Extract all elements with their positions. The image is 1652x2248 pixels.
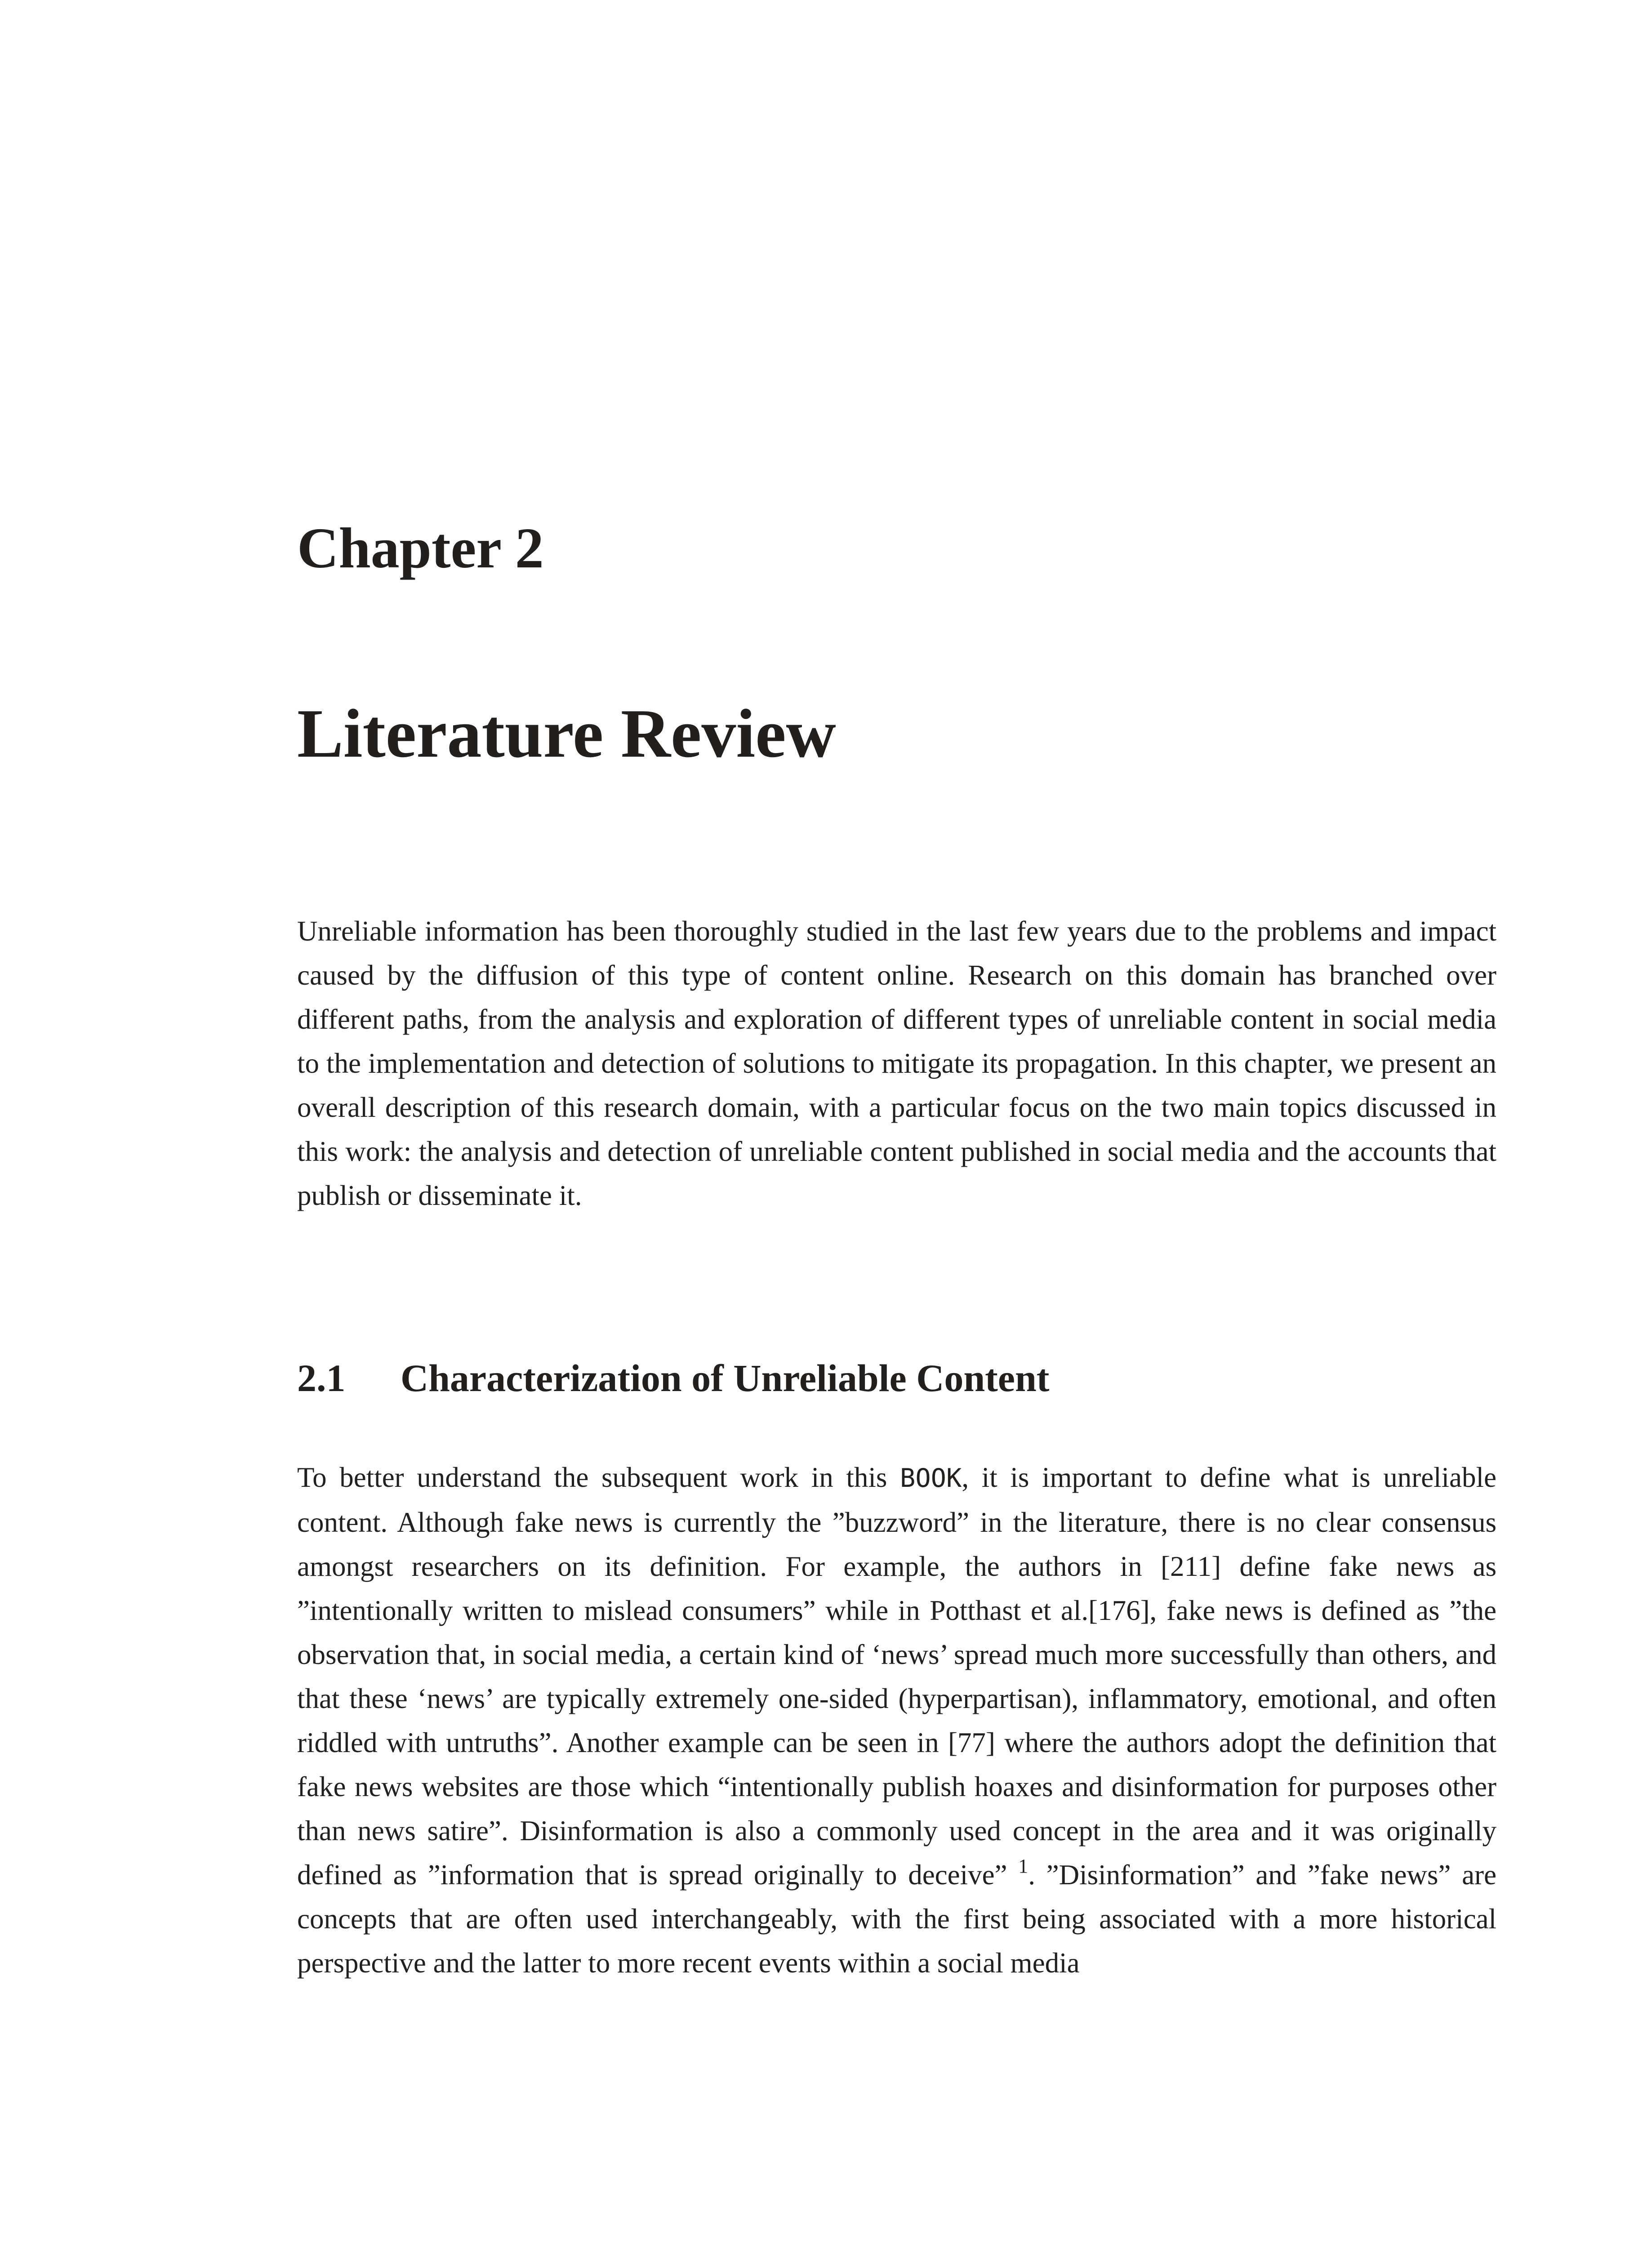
- section-number: 2.1: [297, 1356, 346, 1400]
- chapter-label: Chapter 2: [297, 516, 544, 580]
- footnote-marker[interactable]: 1: [1018, 1855, 1029, 1877]
- book-keyword: BOOK: [900, 1463, 962, 1493]
- section-heading: [297, 1356, 1050, 1400]
- paragraph-text-part-3: . ”Disinformation” and ”fake news” are concepts that are often used interchangeably, with the first being associated with a more historical perspective and the latter to more recent events within a social media: [297, 1859, 1496, 1979]
- paragraph-text-part-1: To better understand the subsequent work in this: [297, 1462, 900, 1493]
- paragraph-text-part-2: , it is important to define what is unreliable content. Although fake news is currently the ”buzzword” in the literature, there is no clear consensus amongst researchers on its definition. For example, the authors in [211] define fake news as ”intentionally written to mislead consumers” while in Potthast et al.[176], fake news is defined as ”the observation that, in social media, a certain kind of ‘news’ spread much more successfully than others, and that these ‘news’ are typically extremely one-sided (hyperpartisan), inflammatory, emotional, and often riddled with untruths”. Another example can be seen in [77] where the authors adopt the definition that fake news websites are those which “intentionally publish hoaxes and disinformation for purposes other than news satire”. Disinformation is also a commonly used concept in the area and it was originally defined as ”information that is spread originally to deceive”: [297, 1462, 1496, 1891]
- section-title: Characterization of Unreliable Content: [401, 1356, 1050, 1400]
- intro-paragraph: Unreliable information has been thoroughly studied in the last few years due to the problems and impact caused by the diffusion of this type of content online. Research on this domain has branched over different paths, from the analysis and exploration of different types of unreliable content in social media to the implementation and detection of solutions to mitigate its propagation. In this chapter, we present an overall description of this research domain, with a particular focus on the two main topics discussed in this work: the analysis and detection of unreliable content published in social media and the accounts that publish or disseminate it.: [297, 915, 1496, 1211]
- chapter-title: Literature Review: [297, 696, 836, 772]
- section-paragraph: [297, 1455, 1496, 1985]
